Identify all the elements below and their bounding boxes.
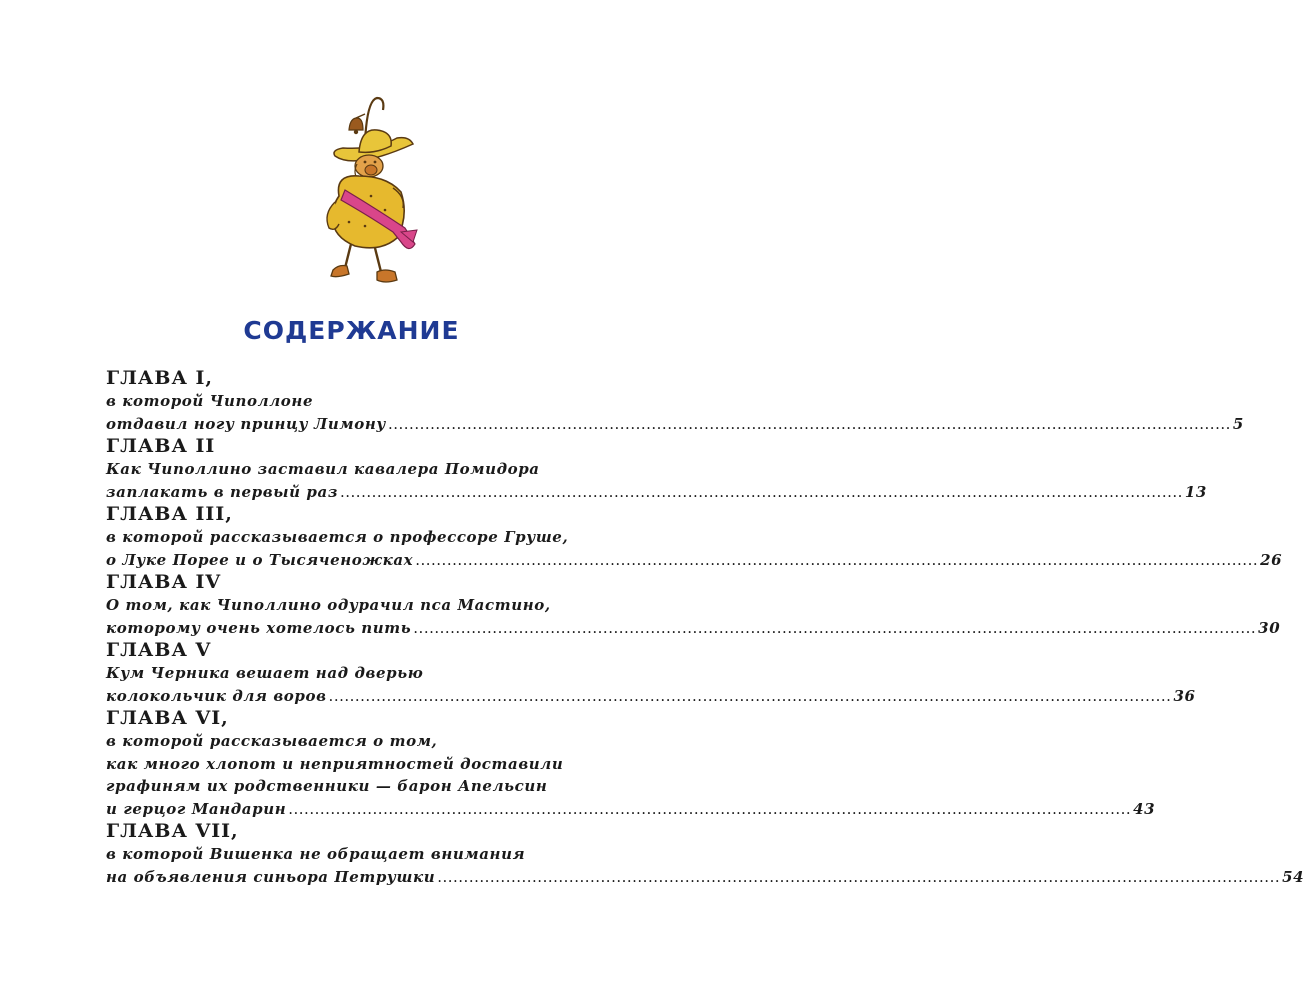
contents-title: СОДЕРЖАНИЕ: [243, 316, 460, 345]
dot-leader: ................................................................................................................................................................: [340, 482, 1183, 501]
chapter-title-line: в которой рассказывается о том,: [106, 732, 438, 750]
page-number: 36: [1173, 686, 1196, 705]
chapter-heading: ГЛАВА IV: [106, 571, 222, 593]
dot-leader: ................................................................................................................................................................: [413, 618, 1257, 637]
chapter-title-line: заплакать в первый раз: [106, 482, 338, 501]
chapter-heading: ГЛАВА II: [106, 435, 216, 457]
page-number: 5: [1232, 414, 1244, 433]
chapter-heading: ГЛАВА VII,: [106, 820, 239, 842]
chapter-title-line: в которой рассказывается о профессоре Груше,: [106, 528, 569, 546]
chapter-title-line: как много хлопот и неприятностей доставили: [106, 754, 564, 773]
chapter-title-line: О том, как Чиполлино одурачил пса Мастино,: [106, 596, 551, 614]
illustration-kum-chernika: [305, 92, 421, 288]
chapter-title-last-line: [106, 685, 1196, 708]
toc-entry[interactable]: [106, 367, 1244, 435]
chapter-heading: ГЛАВА VI,: [106, 707, 229, 729]
dot-leader: ................................................................................................................................................................: [437, 867, 1281, 886]
chapter-title-line: Как Чиполлино заставил кавалера Помидора: [106, 460, 540, 478]
chapter-heading: ГЛАВА V: [106, 639, 212, 661]
toc-entry[interactable]: [106, 820, 1304, 888]
chapter-title-line: колокольчик для воров: [106, 686, 327, 705]
kum-chernika-drawing: [305, 92, 421, 288]
chapter-title-line: Кум Черника вешает над дверью: [106, 664, 424, 682]
chapter-title-last-line: [106, 798, 1156, 821]
toc-entry[interactable]: [106, 639, 1196, 707]
dot-leader: ................................................................................................................................................................: [288, 799, 1132, 818]
dot-leader: ................................................................................................................................................................: [387, 414, 1231, 433]
toc-entry[interactable]: [106, 571, 1281, 639]
toc-entry[interactable]: [106, 503, 1283, 571]
chapter-title-line: отдавил ногу принцу Лимону: [106, 414, 386, 433]
dot-leader: ................................................................................................................................................................: [415, 550, 1259, 569]
chapter-heading: ГЛАВА I,: [106, 367, 214, 389]
toc-entry[interactable]: [106, 435, 1207, 503]
toc-entry[interactable]: [106, 707, 1156, 820]
dot-leader: ................................................................................................................................................................: [328, 686, 1172, 705]
page-number: 26: [1260, 550, 1283, 569]
chapter-title-last-line: [106, 866, 1304, 889]
chapter-title-line: о Луке Порее и о Тысяченожках: [106, 550, 414, 569]
chapter-title-line: которому очень хотелось пить: [106, 618, 412, 637]
page-number: 43: [1133, 799, 1156, 818]
chapter-title-line: в которой Чиполлоне: [106, 392, 314, 410]
chapter-title-line: и герцог Мандарин: [106, 799, 287, 818]
chapter-title-line: графиням их родственники — барон Апельсин: [106, 777, 548, 795]
table-of-contents: [106, 367, 1304, 888]
chapter-title-last-line: [106, 413, 1244, 436]
page-number: 30: [1258, 618, 1281, 637]
chapter-title-line: на объявления синьора Петрушки: [106, 867, 436, 886]
page-number: 54: [1282, 867, 1304, 886]
chapter-title-line: в которой Вишенка не обращает внимания: [106, 845, 526, 863]
chapter-heading: ГЛАВА III,: [106, 503, 233, 525]
chapter-title-last-line: [106, 617, 1281, 640]
page-number: 13: [1184, 482, 1207, 501]
chapter-title-last-line: [106, 549, 1283, 572]
chapter-title-last-line: [106, 481, 1207, 504]
